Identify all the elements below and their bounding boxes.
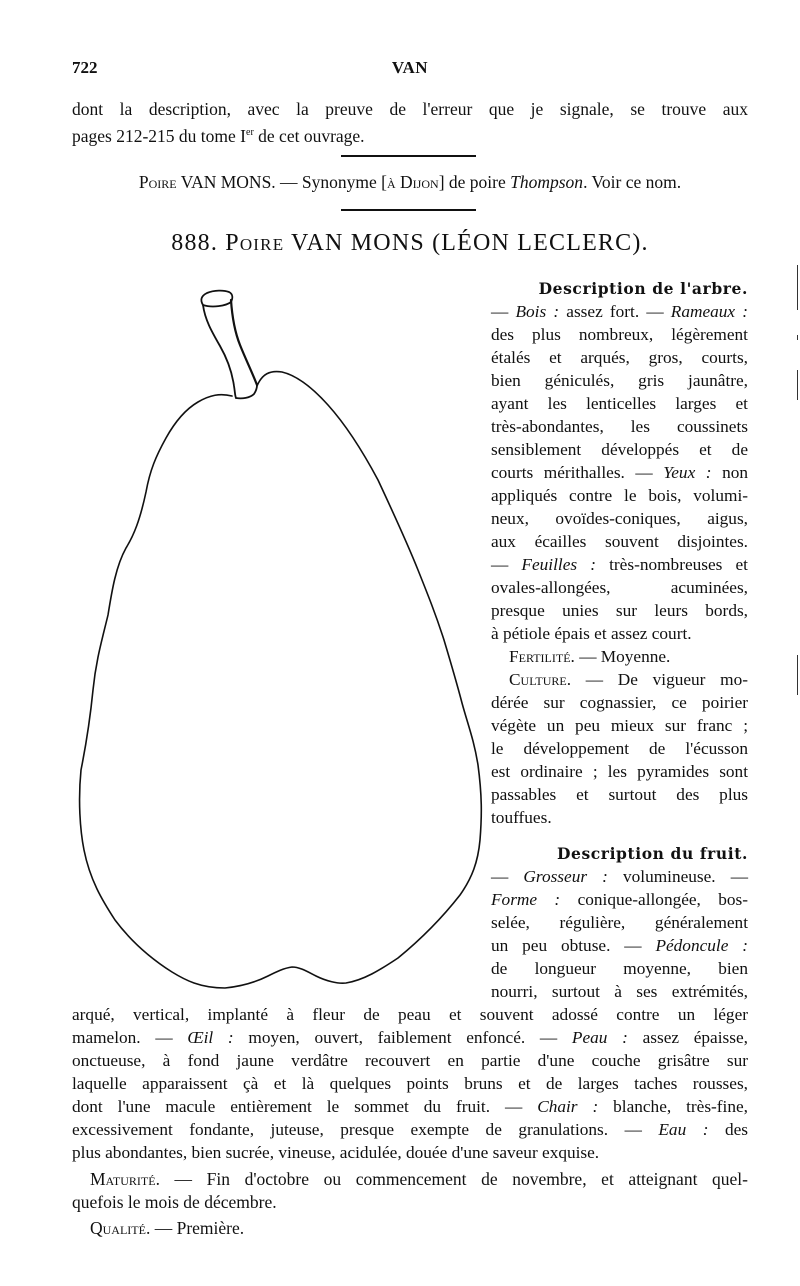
text-line: est ordinaire ; les pyramides sont — [491, 762, 748, 781]
field-label: Chair : — [537, 1097, 599, 1116]
maturity-label: Maturité — [90, 1169, 156, 1189]
text-line: passables et surtout des plus — [491, 785, 748, 804]
text-line — [491, 865, 748, 888]
text-line — [491, 392, 748, 415]
field-text: presque unies sur leurs bords, — [491, 601, 748, 620]
field-text: nourri, surtout à ses extrémités, — [491, 982, 748, 1001]
text-line — [491, 622, 748, 645]
field-label: Forme : — [491, 890, 561, 909]
field-text: aux écailles souvent disjointes. — [491, 532, 748, 551]
text-line — [491, 300, 748, 323]
maturity-line-1 — [72, 1168, 748, 1191]
page-number: 722 — [72, 58, 98, 77]
text-line: le développement de l'écusson — [491, 739, 748, 758]
text-line — [72, 1049, 748, 1072]
pear-stalk-top — [201, 291, 232, 307]
quality-label: Qualité — [90, 1218, 146, 1238]
text-line — [491, 553, 748, 576]
intro-line-2-suffix: de cet ouvrage. — [253, 125, 365, 146]
text-line — [491, 438, 748, 461]
culture-body — [491, 691, 748, 829]
text-line: dérée sur cognassier, ce poirier — [491, 693, 748, 712]
text-line — [72, 1118, 748, 1141]
field-text: à pétiole épais et assez court. — [491, 624, 692, 643]
field-label: Peau : — [571, 1028, 628, 1047]
field-text: ayant les lenticelles larges et — [491, 394, 748, 413]
maturity-line-2: quefois le mois de décembre. — [72, 1192, 277, 1212]
field-text: sensiblement développés et de — [491, 440, 748, 459]
field-text: dont l'une macule entièrement le sommet du fruit. — — [72, 1097, 538, 1116]
field-label: Feuilles : — [521, 555, 596, 574]
intro-line-2-prefix: pages 212-215 du tome I — [72, 125, 246, 146]
field-text: très-nombreuses et — [595, 555, 748, 574]
field-label: Rameaux : — [670, 302, 748, 321]
text-line — [491, 415, 748, 438]
field-label: Œil : — [187, 1028, 234, 1047]
fruit-description-column-body — [491, 865, 748, 1003]
text-line — [491, 934, 748, 957]
field-text: assez fort. — — [559, 302, 671, 321]
synonym-place: à Dijon — [387, 172, 439, 192]
text-line — [72, 1095, 748, 1118]
field-text: ovales-allongées, acuminées, — [491, 578, 748, 597]
text-line — [491, 346, 748, 369]
field-text: très-abondantes, les coussinets — [491, 417, 748, 436]
scan-mark — [797, 335, 798, 340]
tree-description-heading: Description de l'arbre. — [538, 279, 748, 298]
text-line — [72, 1072, 748, 1095]
pear-stalk-right — [231, 300, 257, 385]
pear-stalk-left — [203, 305, 236, 398]
field-label: Yeux : — [663, 463, 712, 482]
entry-title — [72, 230, 748, 257]
field-text: appliqués contre le bois, volumi- — [491, 486, 748, 505]
field-text: un peu obtuse. — — [491, 936, 656, 955]
maturity-text: . — Fin d'octobre ou commencement de novembre, et atteignant quel- — [155, 1169, 748, 1189]
fruit-description-column — [491, 842, 748, 1003]
field-text: volumineuse. — — [607, 867, 748, 886]
entry-name: VAN MONS (LÉON LECLERC). — [284, 230, 649, 256]
fertility-label: Fertilité — [509, 647, 571, 666]
entry-lead: Poire — [225, 230, 285, 256]
tree-description-column — [491, 277, 748, 829]
fertility-value: . — Moyenne. — [570, 647, 671, 666]
scan-mark — [797, 265, 798, 310]
running-title: VAN — [391, 58, 429, 77]
running-header — [72, 58, 748, 80]
fertility-line — [491, 645, 748, 668]
field-text: des plus nombreux, légèrement — [491, 325, 748, 344]
field-text: de longueur moyenne, bien — [491, 959, 748, 978]
quality-line — [72, 1217, 766, 1240]
field-text: courts mérithalles. — — [491, 463, 664, 482]
field-label: Pédoncule : — [655, 936, 748, 955]
text-line — [491, 888, 748, 911]
field-label: Grosseur : — [523, 867, 608, 886]
intro-superscript: er — [246, 127, 254, 138]
text-line: végète un peu mieux sur franc ; — [491, 716, 748, 735]
field-text: excessivement fondante, juteuse, presque exempte de granulations. — — [72, 1120, 659, 1139]
text-line — [491, 484, 748, 507]
text-line — [491, 911, 748, 934]
field-text: mamelon. — — [72, 1028, 188, 1047]
text-line — [491, 599, 748, 622]
field-text: onctueuse, à fond jaune verdâtre recouvert en partie d'une couche grisâtre sur — [72, 1051, 748, 1070]
field-text: selée, régulière, généralement — [491, 913, 748, 932]
synonym-mid: ] de poire — [438, 172, 511, 192]
intro-line-2 — [72, 121, 748, 148]
scan-mark — [797, 370, 798, 400]
text-line — [491, 576, 748, 599]
field-label: Eau : — [658, 1120, 709, 1139]
separator-rule-bottom — [341, 209, 476, 211]
field-text: plus abondantes, bien sucrée, vineuse, acidulée, douée d'une saveur exquise. — [72, 1143, 600, 1162]
fruit-description-full-width — [72, 1003, 748, 1164]
text-line — [72, 1003, 748, 1026]
text-line — [491, 323, 748, 346]
pear-stalk-base — [236, 385, 257, 398]
text-line — [491, 507, 748, 530]
text-line — [491, 530, 748, 553]
pear-body-outline — [80, 372, 482, 988]
field-label: Bois : — [515, 302, 560, 321]
field-text: — — [491, 867, 524, 886]
synonym-name: VAN MONS. — Synonyme [ — [176, 172, 387, 192]
field-text: étalés et arqués, gros, courts, — [491, 348, 748, 367]
text-line: touffues. — [491, 808, 552, 827]
text-line — [491, 461, 748, 484]
field-text: — — [491, 302, 516, 321]
scan-mark — [797, 655, 798, 695]
separator-rule-top — [341, 155, 476, 157]
quality-value: . — Première. — [145, 1218, 245, 1238]
text-line — [72, 1141, 748, 1164]
field-text: des — [708, 1120, 748, 1139]
text-line — [491, 369, 748, 392]
text-line — [72, 1026, 748, 1049]
field-text: moyen, ouvert, faiblement enfoncé. — — [233, 1028, 572, 1047]
text-line — [491, 980, 748, 1003]
field-text: arqué, vertical, implanté à fleur de peau et souvent adossé contre un léger — [72, 1005, 748, 1024]
synonym-tail: . Voir ce nom. — [583, 172, 682, 192]
field-text: blanche, très-fine, — [598, 1097, 748, 1116]
tree-description-body — [491, 300, 748, 645]
culture-first-line — [491, 668, 748, 691]
fruit-description-heading: Description du fruit. — [556, 844, 748, 863]
field-text: assez épaisse, — [627, 1028, 748, 1047]
field-text: laquelle apparaissent çà et là quelques points bruns et de larges taches rousses, — [72, 1074, 748, 1093]
field-text: non — [711, 463, 748, 482]
field-text: — — [491, 555, 522, 574]
entry-number: 888. — [171, 230, 226, 256]
field-text: bien géniculés, gris jaunâtre, — [491, 371, 748, 390]
field-text: neux, ovoïdes-coniques, aigus, — [491, 509, 748, 528]
text-line — [491, 957, 748, 980]
culture-label: Culture — [509, 670, 567, 689]
synonym-target: Thompson — [510, 172, 584, 192]
synonym-lead: Poire — [138, 172, 177, 192]
synonym-entry — [72, 172, 748, 193]
culture-first: . — De vigueur mo- — [566, 670, 748, 689]
intro-line-1: dont la description, avec la preuve de l'erreur que je signale, se trouve aux — [72, 99, 748, 119]
field-text: conique-allongée, bos- — [560, 890, 749, 909]
